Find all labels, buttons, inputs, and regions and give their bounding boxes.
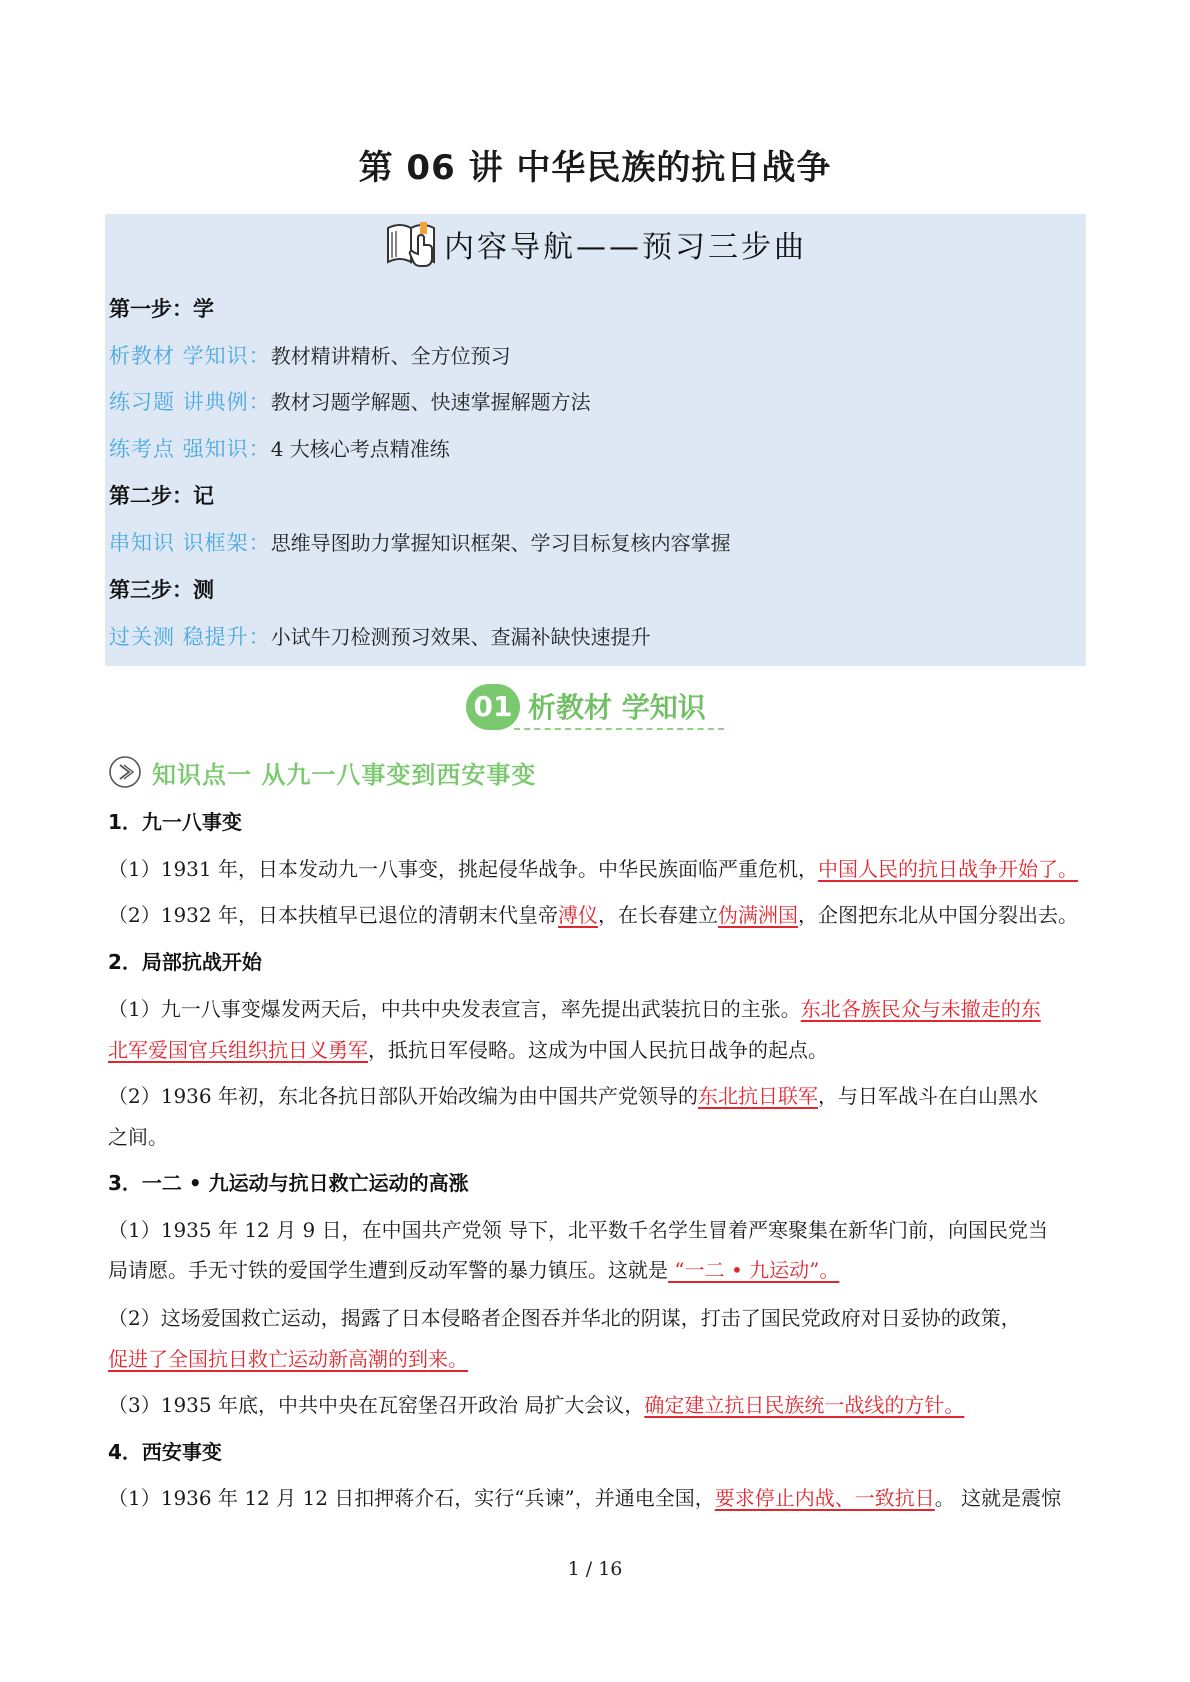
highlight-answer: 中国人民的抗日战争开始了。	[817, 857, 1078, 881]
highlight-answer: 促进了全国抗日救亡运动新高潮的到来。	[108, 1347, 468, 1371]
subsection-heading: 2．局部抗战开始	[108, 950, 262, 974]
paragraph-continued: 局请愿。手无寸铁的爱国学生遭到反动军警的暴力镇压。这就是 “一二 • 九运动”。	[108, 1258, 840, 1282]
section-number: 01	[466, 684, 520, 730]
highlight-answer: 确定建立抗日民族统一战线的方针。	[644, 1393, 965, 1417]
page-title: 第 06 讲 中华民族的抗日战争	[358, 148, 832, 188]
section-underline	[514, 728, 724, 730]
highlight-answer: 北军爱国官兵组织抗日义勇军	[108, 1038, 368, 1062]
nav-item-key: 练考点 强知识：	[109, 437, 271, 461]
highlight-answer: 东北抗日联军	[697, 1084, 818, 1108]
highlight-answer: 溥仪	[557, 903, 598, 927]
arrow-circle-icon	[108, 755, 142, 789]
nav-item	[109, 622, 651, 652]
paragraph: （1）九一八事变爆发两天后，中共中央发表宣言，率先提出武装抗日的主张。东北各族民众与未撤走的东	[108, 997, 1041, 1021]
knowledge-point-title: 知识点一 从九一八事变到西安事变	[152, 760, 537, 789]
nav-item	[109, 528, 731, 558]
nav-item	[109, 434, 450, 464]
paragraph: （2）1936 年初，东北各抗日部队开始改编为由中国共产党领导的东北抗日联军，与日军战斗在白山黑水	[108, 1084, 1038, 1108]
nav-item-key: 析教材 学知识：	[109, 344, 271, 368]
paragraph: （1）1935 年 12 月 9 日，在中国共产党领 导下，北平数千名学生冒着严寒聚集在新华门前，向国民党当	[108, 1218, 1048, 1242]
nav-item	[109, 387, 591, 417]
subsection-heading: 1．九一八事变	[108, 810, 242, 834]
page-number: 1 / 16	[567, 1558, 623, 1580]
nav-item-key: 过关测 稳提升：	[109, 625, 271, 649]
highlight-answer: 东北各族民众与未撤走的东	[800, 997, 1041, 1021]
nav-item	[109, 341, 511, 371]
nav-step-3: 第三步：测	[109, 578, 214, 602]
nav-item-desc: 思维导图助力掌握知识框架、学习目标复核内容掌握	[270, 531, 731, 555]
section-label: 析教材 学知识	[528, 691, 706, 724]
nav-item-desc: 教材精讲精析、全方位预习	[270, 344, 511, 368]
paragraph-continued: 北军爱国官兵组织抗日义勇军，抵抗日军侵略。这成为中国人民抗日战争的起点。	[108, 1038, 828, 1062]
paragraph-continued	[108, 1343, 468, 1372]
nav-step-1: 第一步：学	[109, 297, 214, 321]
nav-step-2: 第二步：记	[109, 484, 214, 508]
paragraph: （2）1932 年，日本扶植早已退位的清朝末代皇帝溥仪，在长春建立伪满洲国，企图把东北从中国分裂出去。	[108, 903, 1078, 927]
paragraph: （1）1931 年，日本发动九一八事变，挑起侵华战争。中华民族面临严重危机，中国人民的抗日战争开始了。	[108, 857, 1078, 881]
subsection-heading: 3．一二 • 九运动与抗日救亡运动的高涨	[108, 1171, 469, 1195]
paragraph-continued: 之间。	[108, 1125, 168, 1149]
paragraph: （2）这场爱国救亡运动，揭露了日本侵略者企图吞并华北的阴谋，打击了国民党政府对日妥协的政策，	[108, 1306, 1021, 1330]
subsection-heading: 4．西安事变	[108, 1440, 222, 1464]
nav-item-key: 串知识 识框架：	[109, 531, 271, 555]
highlight-answer: 伪满洲国	[717, 903, 798, 927]
book-pointer-icon	[384, 218, 440, 270]
paragraph: （3）1935 年底，中共中央在瓦窑堡召开政治 局扩大会议，确定建立抗日民族统一战线的方针。	[108, 1393, 965, 1417]
nav-header-title: 内容导航——预习三步曲	[444, 230, 807, 265]
nav-item-desc: 教材习题学解题、快速掌握解题方法	[270, 390, 591, 414]
nav-item-desc: 4 大核心考点精准练	[270, 437, 450, 461]
paragraph: （1）1936 年 12 月 12 日扣押蒋介石，实行“兵谏”，并通电全国，要求停止内战、一致抗日。 这就是震惊	[108, 1486, 1062, 1510]
nav-header	[105, 214, 1086, 274]
nav-item-desc: 小试牛刀检测预习效果、查漏补缺快速提升	[270, 625, 651, 649]
section-badge	[466, 680, 726, 736]
highlight-answer: 要求停止内战、一致抗日	[714, 1486, 935, 1510]
content-navigation-box	[105, 214, 1086, 666]
knowledge-point-heading	[108, 752, 536, 792]
nav-item-key: 练习题 讲典例：	[109, 390, 271, 414]
highlight-answer: “一二 • 九运动”。	[668, 1258, 840, 1282]
